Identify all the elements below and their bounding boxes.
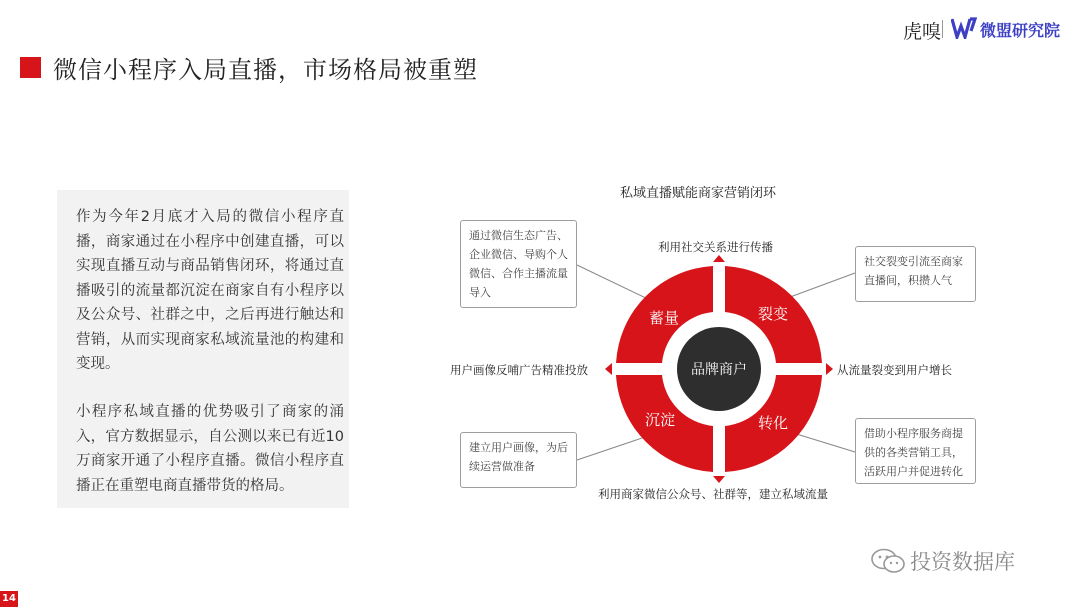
connector-bottom-right (790, 432, 855, 452)
connector-top-right (782, 273, 855, 300)
arrow-bottom-icon (713, 476, 725, 483)
note-top-left: 通过微信生态广告、企业微信、导购个人微信、合作主播流量导入 (460, 220, 577, 308)
quadrant-label-top-right: 裂变 (757, 305, 789, 323)
center-label: 品牌商户 (691, 362, 747, 378)
connector-bottom-left (577, 437, 645, 460)
arrow-top-icon (713, 255, 725, 262)
arrow-label-right: 从流量裂变到用户增长 (837, 363, 952, 377)
text-paragraph-2: 小程序私域直播的优势吸引了商家的涌入，官方数据显示，自公测以来已有近10万商家开通了小程序直播。微信小程序直播正在重塑电商直播带货的格局。 (76, 404, 344, 494)
diagram-title: 私域直播赋能商家营销闭环 (620, 186, 777, 201)
page-number: 14 (0, 591, 18, 607)
arrow-label-left: 用户画像反哺广告精准投放 (450, 363, 588, 377)
note-top-right: 社交裂变引流至商家直播间，积攒人气 (855, 246, 976, 302)
huxiu-logo: 虎嗅 (903, 21, 942, 43)
weimeng-logo-text: 微盟研究院 (980, 21, 1061, 40)
quadrant-label-bottom-left: 沉淀 (644, 411, 676, 429)
text-paragraph-1: 作为今年2月底才入局的微信小程序直播，商家通过在小程序中创建直播，可以实现直播互动与商品销售闭环，将通过直播吸引的流量都沉淀在商家自有小程序以及公众号、社群之中，之后再进行触达和营销，从而实现商家私域流量池的构建和变现。 (76, 209, 344, 372)
note-bottom-left: 建立用户画像，为后续运营做准备 (460, 432, 577, 488)
arrow-right-icon (826, 363, 833, 375)
logo-divider (942, 20, 943, 38)
watermark-text: 投资数据库 (910, 550, 1015, 574)
arrow-left-icon (605, 363, 612, 375)
quadrant-label-top-left: 蓄量 (648, 309, 680, 327)
title-marker (20, 57, 41, 78)
quadrant-label-bottom-right: 转化 (757, 414, 789, 432)
page-title: 微信小程序入局直播，市场格局被重塑 (53, 56, 478, 84)
note-bottom-right: 借助小程序服务商提供的各类营销工具，活跃用户并促进转化 (855, 418, 976, 484)
connector-top-left (577, 265, 650, 300)
arrow-label-top: 利用社交关系进行传播 (658, 240, 773, 254)
weimeng-logo-icon (951, 17, 977, 39)
wechat-icon (870, 548, 906, 574)
arrow-label-bottom: 利用商家微信公众号、社群等，建立私域流量 (598, 487, 828, 501)
